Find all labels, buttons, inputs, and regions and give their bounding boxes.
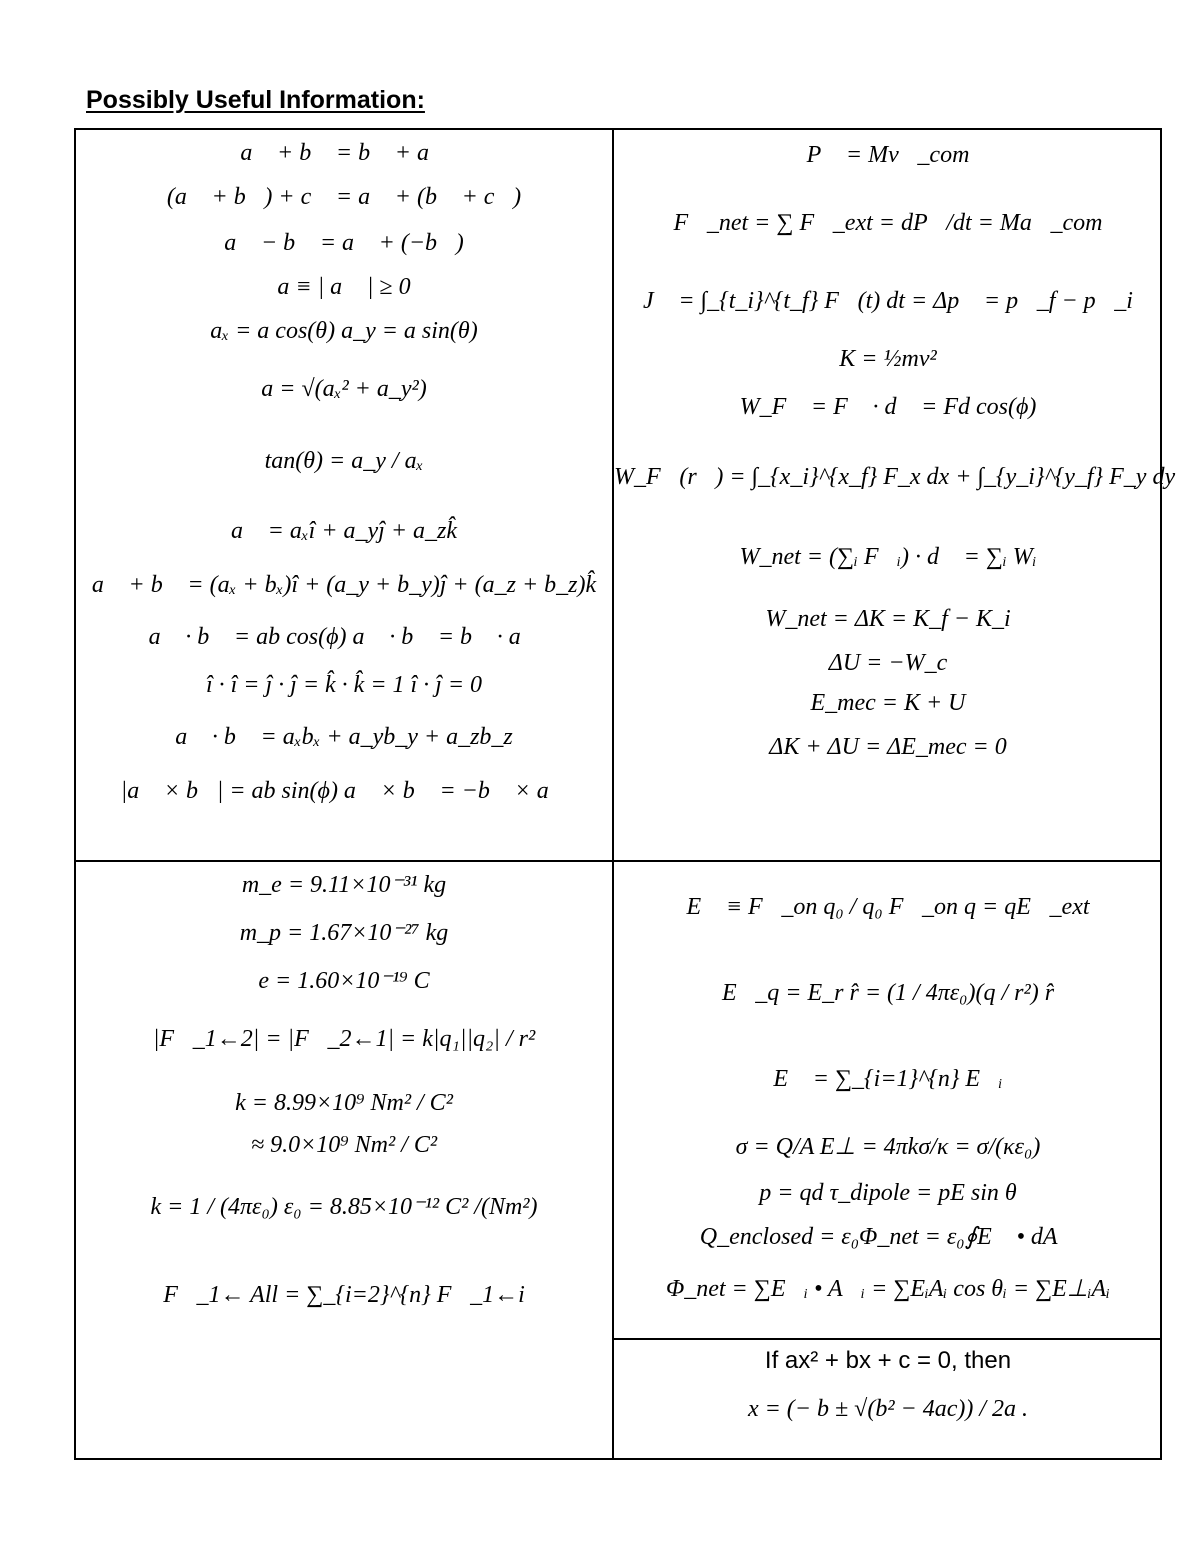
formula: J⃗ = ∫_{t_i}^{t_f} F⃗(t) dt = Δp⃗ = p⃗_f − p⃗_i: [643, 288, 1133, 314]
formula: Φ_net = ∑E⃗ᵢ • A⃗ᵢ = ∑EᵢAᵢ cos θᵢ = ∑E⊥ᵢAᵢ: [665, 1276, 1111, 1302]
formula: σ = Q/A E⊥ = 4πkσ/κ = σ/(κε₀): [735, 1134, 1041, 1160]
formula: e = 1.60×10⁻¹⁹ C: [258, 968, 430, 994]
formula: If ax² + bx + c = 0, then: [764, 1347, 1012, 1374]
formula: a⃗ − b⃗ = a⃗ + (−b⃗): [224, 230, 464, 256]
formula: W_net = (∑ᵢ F⃗ᵢ) · d⃗ = ∑ᵢ Wᵢ: [739, 544, 1037, 570]
formula: a⃗ + b⃗ = (aₓ + bₓ)î + (a_y + b_y)ĵ + (a_z + b_z)k̂: [91, 572, 597, 598]
formula: k = 8.99×10⁹ Nm² / C²: [235, 1090, 453, 1116]
formula: a = √(aₓ² + a_y²): [261, 376, 427, 402]
formula: a⃗ · b⃗ = aₓbₓ + a_yb_y + a_zb_z: [175, 724, 513, 750]
formula: (a⃗ + b⃗) + c⃗ = a⃗ + (b⃗ + c⃗): [166, 184, 522, 210]
formula: aₓ = a cos(θ) a_y = a sin(θ): [210, 318, 478, 344]
mechanics-cell: [614, 130, 1176, 860]
formula: a ≡ | a⃗ | ≥ 0: [277, 274, 411, 300]
electric-cell: [614, 862, 1162, 1338]
formula: x = (− b ± √(b² − 4ac)) / 2a .: [747, 1396, 1029, 1422]
vectors-cell: [76, 130, 612, 860]
formula: P⃗ = Mv⃗_com: [806, 142, 970, 168]
formula: E⃗ ≡ F⃗_on q₀ / q₀ F⃗_on q = qE⃗_ext: [686, 894, 1090, 920]
formula: W_net = ΔK = K_f − K_i: [765, 606, 1011, 632]
formula: tan(θ) = a_y / aₓ: [264, 448, 424, 474]
formula: k = 1 / (4πε₀) ε₀ = 8.85×10⁻¹² C² /(Nm²): [150, 1194, 538, 1220]
formula: E⃗_q = E_r r̂ = (1 / 4πε₀)(q / r²) r̂: [721, 980, 1055, 1006]
formula: a⃗ · b⃗ = ab cos(ϕ) a⃗ · b⃗ = b⃗ · a⃗: [148, 624, 540, 650]
constants-cell: [76, 862, 612, 1460]
formula: Q_enclosed = ε₀Φ_net = ε₀∮E⃗ • dA⃗: [699, 1224, 1077, 1250]
formula: F⃗_1← All = ∑_{i=2}^{n} F⃗_1←i: [163, 1282, 525, 1308]
formula: a⃗ + b⃗ = b⃗ + a⃗: [240, 140, 448, 166]
formula: m_e = 9.11×10⁻³¹ kg: [241, 872, 447, 898]
formula: |a⃗ × b⃗| = ab sin(ϕ) a⃗ × b⃗ = −b⃗ × a⃗: [120, 778, 568, 804]
page-title: Possibly Useful Information:: [86, 86, 425, 114]
formula: K = ½mv²: [839, 346, 937, 372]
formula: a⃗ = aₓî + a_yĵ + a_zk̂: [230, 518, 458, 544]
formula-sheet: [74, 128, 1176, 1460]
quadratic-cell: [614, 1340, 1162, 1460]
formula: ≈ 9.0×10⁹ Nm² / C²: [250, 1132, 438, 1158]
formula: ΔU = −W_c: [828, 650, 948, 676]
formula: |F⃗_1←2| = |F⃗_2←1| = k|q₁||q₂| / r²: [152, 1026, 536, 1052]
formula: F⃗_net = ∑ F⃗_ext = dP⃗/dt = Ma⃗_com: [673, 210, 1103, 236]
formula: p = qd τ_dipole = pE sin θ: [759, 1180, 1017, 1206]
formula: ΔK + ΔU = ΔE_mec = 0: [769, 734, 1007, 760]
formula: W_F⃗ = F⃗ · d⃗ = Fd cos(ϕ): [739, 394, 1037, 420]
formula: E_mec = K + U: [810, 690, 966, 716]
formula: E⃗ = ∑_{i=1}^{n} E⃗ᵢ: [773, 1066, 1003, 1092]
formula: W_F⃗(r⃗) = ∫_{x_i}^{x_f} F_x dx + ∫_{y_i}^{y_f} F_y dy: [614, 464, 1176, 490]
formula: î · î = ĵ · ĵ = k̂ · k̂ = 1 î · ĵ = 0: [205, 672, 483, 698]
formula: m_p = 1.67×10⁻²⁷ kg: [239, 920, 449, 946]
